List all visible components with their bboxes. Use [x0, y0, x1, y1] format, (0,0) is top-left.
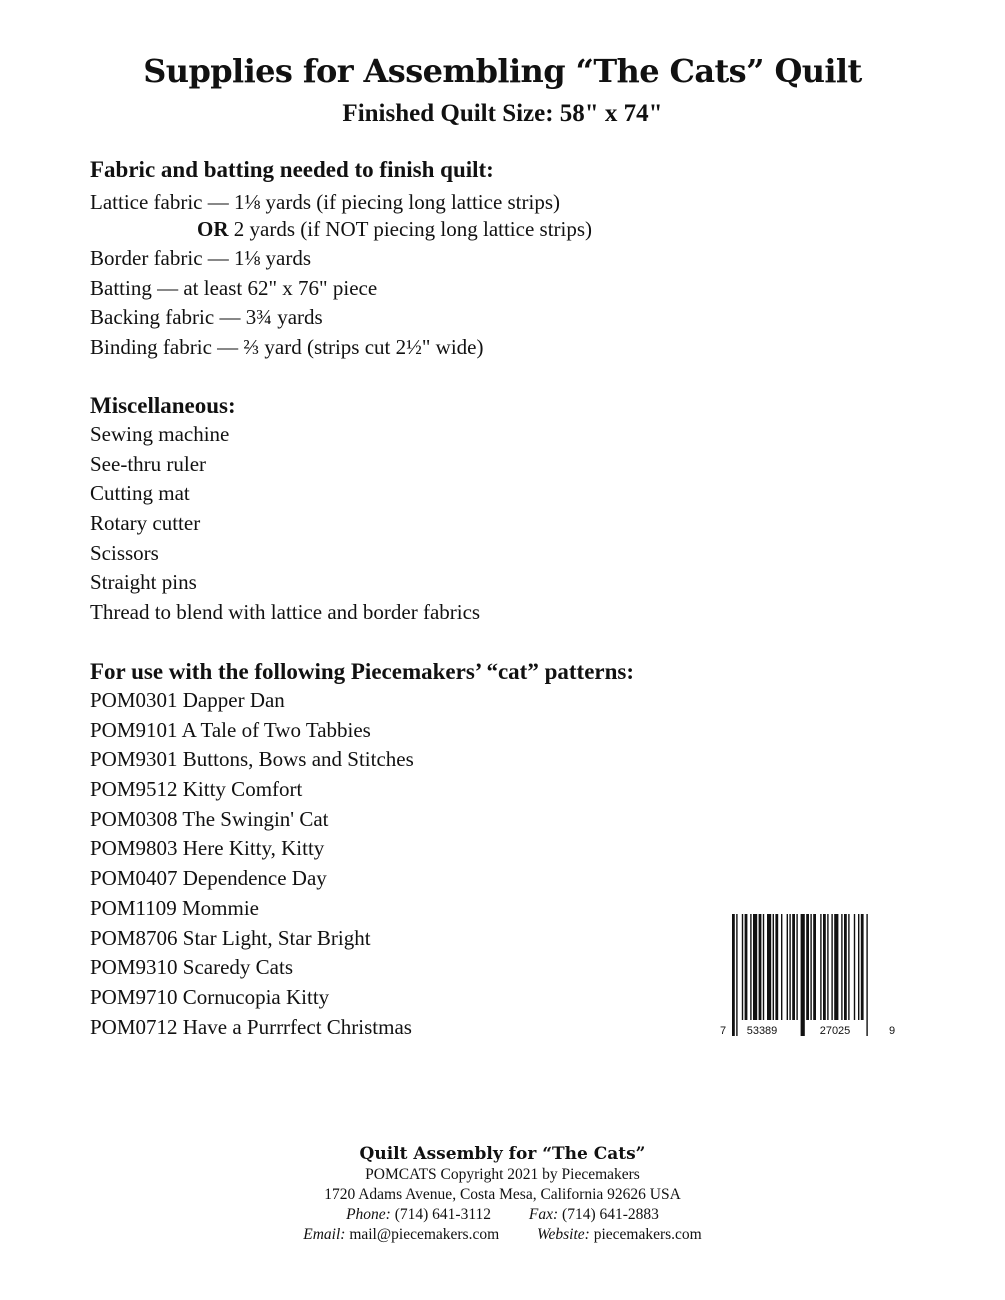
website-label: Website:: [537, 1226, 590, 1243]
list-item: Straight pins: [90, 570, 197, 595]
list-item: POM8706 Star Light, Star Bright: [90, 925, 371, 950]
misc-heading: Miscellaneous:: [90, 393, 236, 418]
list-item: Thread to blend with lattice and border fabrics: [90, 600, 481, 625]
patterns-list: [90, 686, 414, 1042]
border-line: Border fabric — 1⅛ yards: [90, 246, 312, 270]
barcode-bar: [801, 914, 805, 1036]
website-address: piecemakers.com: [593, 1226, 702, 1243]
barcode: [718, 910, 898, 1040]
list-item: POM1109 Mommie: [90, 895, 259, 920]
list-item: POM0301 Dapper Dan: [90, 688, 285, 712]
or-word: OR: [197, 217, 229, 241]
list-item: POM9512 Kitty Comfort: [90, 777, 303, 802]
barcode-bar: [813, 914, 816, 1020]
barcode-bar: [736, 914, 737, 1036]
barcode-bars: [732, 914, 868, 1036]
barcode-bar: [787, 914, 788, 1020]
misc-list: [90, 420, 480, 628]
page-title: Supplies for Assembling “The Cats” Quilt: [143, 52, 862, 90]
barcode-bar: [767, 914, 771, 1020]
barcode-digit-first: 7: [720, 1025, 727, 1037]
list-item: POM9710 Cornucopia Kitty: [90, 984, 330, 1009]
list-item: Rotary cutter: [90, 511, 201, 536]
barcode-bar: [796, 914, 797, 1020]
barcode-bar: [831, 914, 832, 1020]
list-item: POM9310 Scaredy Cats: [90, 955, 293, 980]
list-item: Scissors: [90, 540, 159, 565]
barcode-group-right: 27025: [819, 1025, 851, 1037]
lattice-or-text: 2 yards (if NOT piecing long lattice strips): [228, 217, 593, 241]
barcode-bar: [792, 914, 795, 1020]
email-label: Email:: [303, 1226, 346, 1243]
lattice-or-line: [197, 214, 592, 244]
barcode-bar: [827, 914, 828, 1020]
barcode-bar: [866, 914, 867, 1036]
barcode-digit-last: 9: [889, 1025, 896, 1037]
list-item: POM9803 Here Kitty, Kitty: [90, 836, 325, 861]
list-item: POM0308 The Swingin' Cat: [90, 806, 329, 831]
barcode-bar: [742, 914, 743, 1020]
footer-contact-line: [0, 1205, 1005, 1225]
phone-number: (714) 641-3112: [394, 1206, 492, 1223]
barcode-bar: [841, 914, 842, 1020]
barcode-bar: [763, 914, 764, 1020]
barcode-bar: [823, 914, 826, 1020]
barcode-bar: [789, 914, 790, 1020]
phone-label: Phone:: [346, 1206, 391, 1223]
footer-web-line: [0, 1225, 1005, 1245]
list-item: See-thru ruler: [90, 451, 207, 476]
list-item: POM0712 Have a Purrrfect Christmas: [90, 1014, 412, 1039]
list-item: POM9301 Buttons, Bows and Stitches: [90, 747, 414, 772]
barcode-bar: [854, 914, 855, 1020]
binding-line: Binding fabric — ⅔ yard (strips cut 2½" wide): [90, 335, 484, 359]
list-item: POM9101 A Tale of Two Tabbies: [90, 717, 371, 742]
barcode-bar: [858, 914, 859, 1020]
barcode-bar: [844, 914, 847, 1020]
list-item: POM0407 Dependence Day: [90, 866, 327, 891]
barcode-bar: [773, 914, 774, 1020]
barcode-bar: [759, 914, 762, 1020]
barcode-bar: [745, 914, 748, 1020]
barcode-bar: [781, 914, 782, 1020]
patterns-heading: For use with the following Piecemakers’ “cat” patterns:: [90, 659, 635, 684]
backing-line: Backing fabric — 3¾ yards: [90, 305, 323, 329]
batting-line: Batting — at least 62" x 76" piece: [90, 276, 378, 300]
barcode-bar: [848, 914, 849, 1020]
barcode-group-left: 53389: [746, 1025, 778, 1037]
barcode-bar: [806, 914, 809, 1020]
footer: [0, 1143, 1005, 1245]
footer-title: Quilt Assembly for “The Cats”: [359, 1144, 646, 1164]
barcode-bar: [732, 914, 735, 1036]
barcode-bar: [810, 914, 811, 1020]
barcode-bar: [820, 914, 821, 1020]
list-item: Cutting mat: [90, 481, 190, 506]
barcode-bar: [753, 914, 757, 1020]
footer-address: 1720 Adams Avenue, Costa Mesa, California 92626 USA: [324, 1186, 681, 1203]
list-item: Sewing machine: [90, 422, 230, 446]
barcode-bar: [834, 914, 838, 1020]
fax-number: (714) 641-2883: [562, 1206, 659, 1223]
barcode-bar: [775, 914, 778, 1020]
barcode-bar: [750, 914, 751, 1020]
page-subtitle: Finished Quilt Size: 58" x 74": [342, 100, 663, 127]
footer-copyright: POMCATS Copyright 2021 by Piecemakers: [365, 1166, 640, 1183]
lattice-line: Lattice fabric — 1⅛ yards (if piecing long lattice strips): [90, 190, 561, 214]
fax-label: Fax:: [528, 1206, 559, 1223]
fabric-heading: Fabric and batting needed to finish quilt:: [90, 157, 494, 182]
barcode-bar: [861, 914, 864, 1020]
email-address: mail@piecemakers.com: [349, 1226, 500, 1243]
